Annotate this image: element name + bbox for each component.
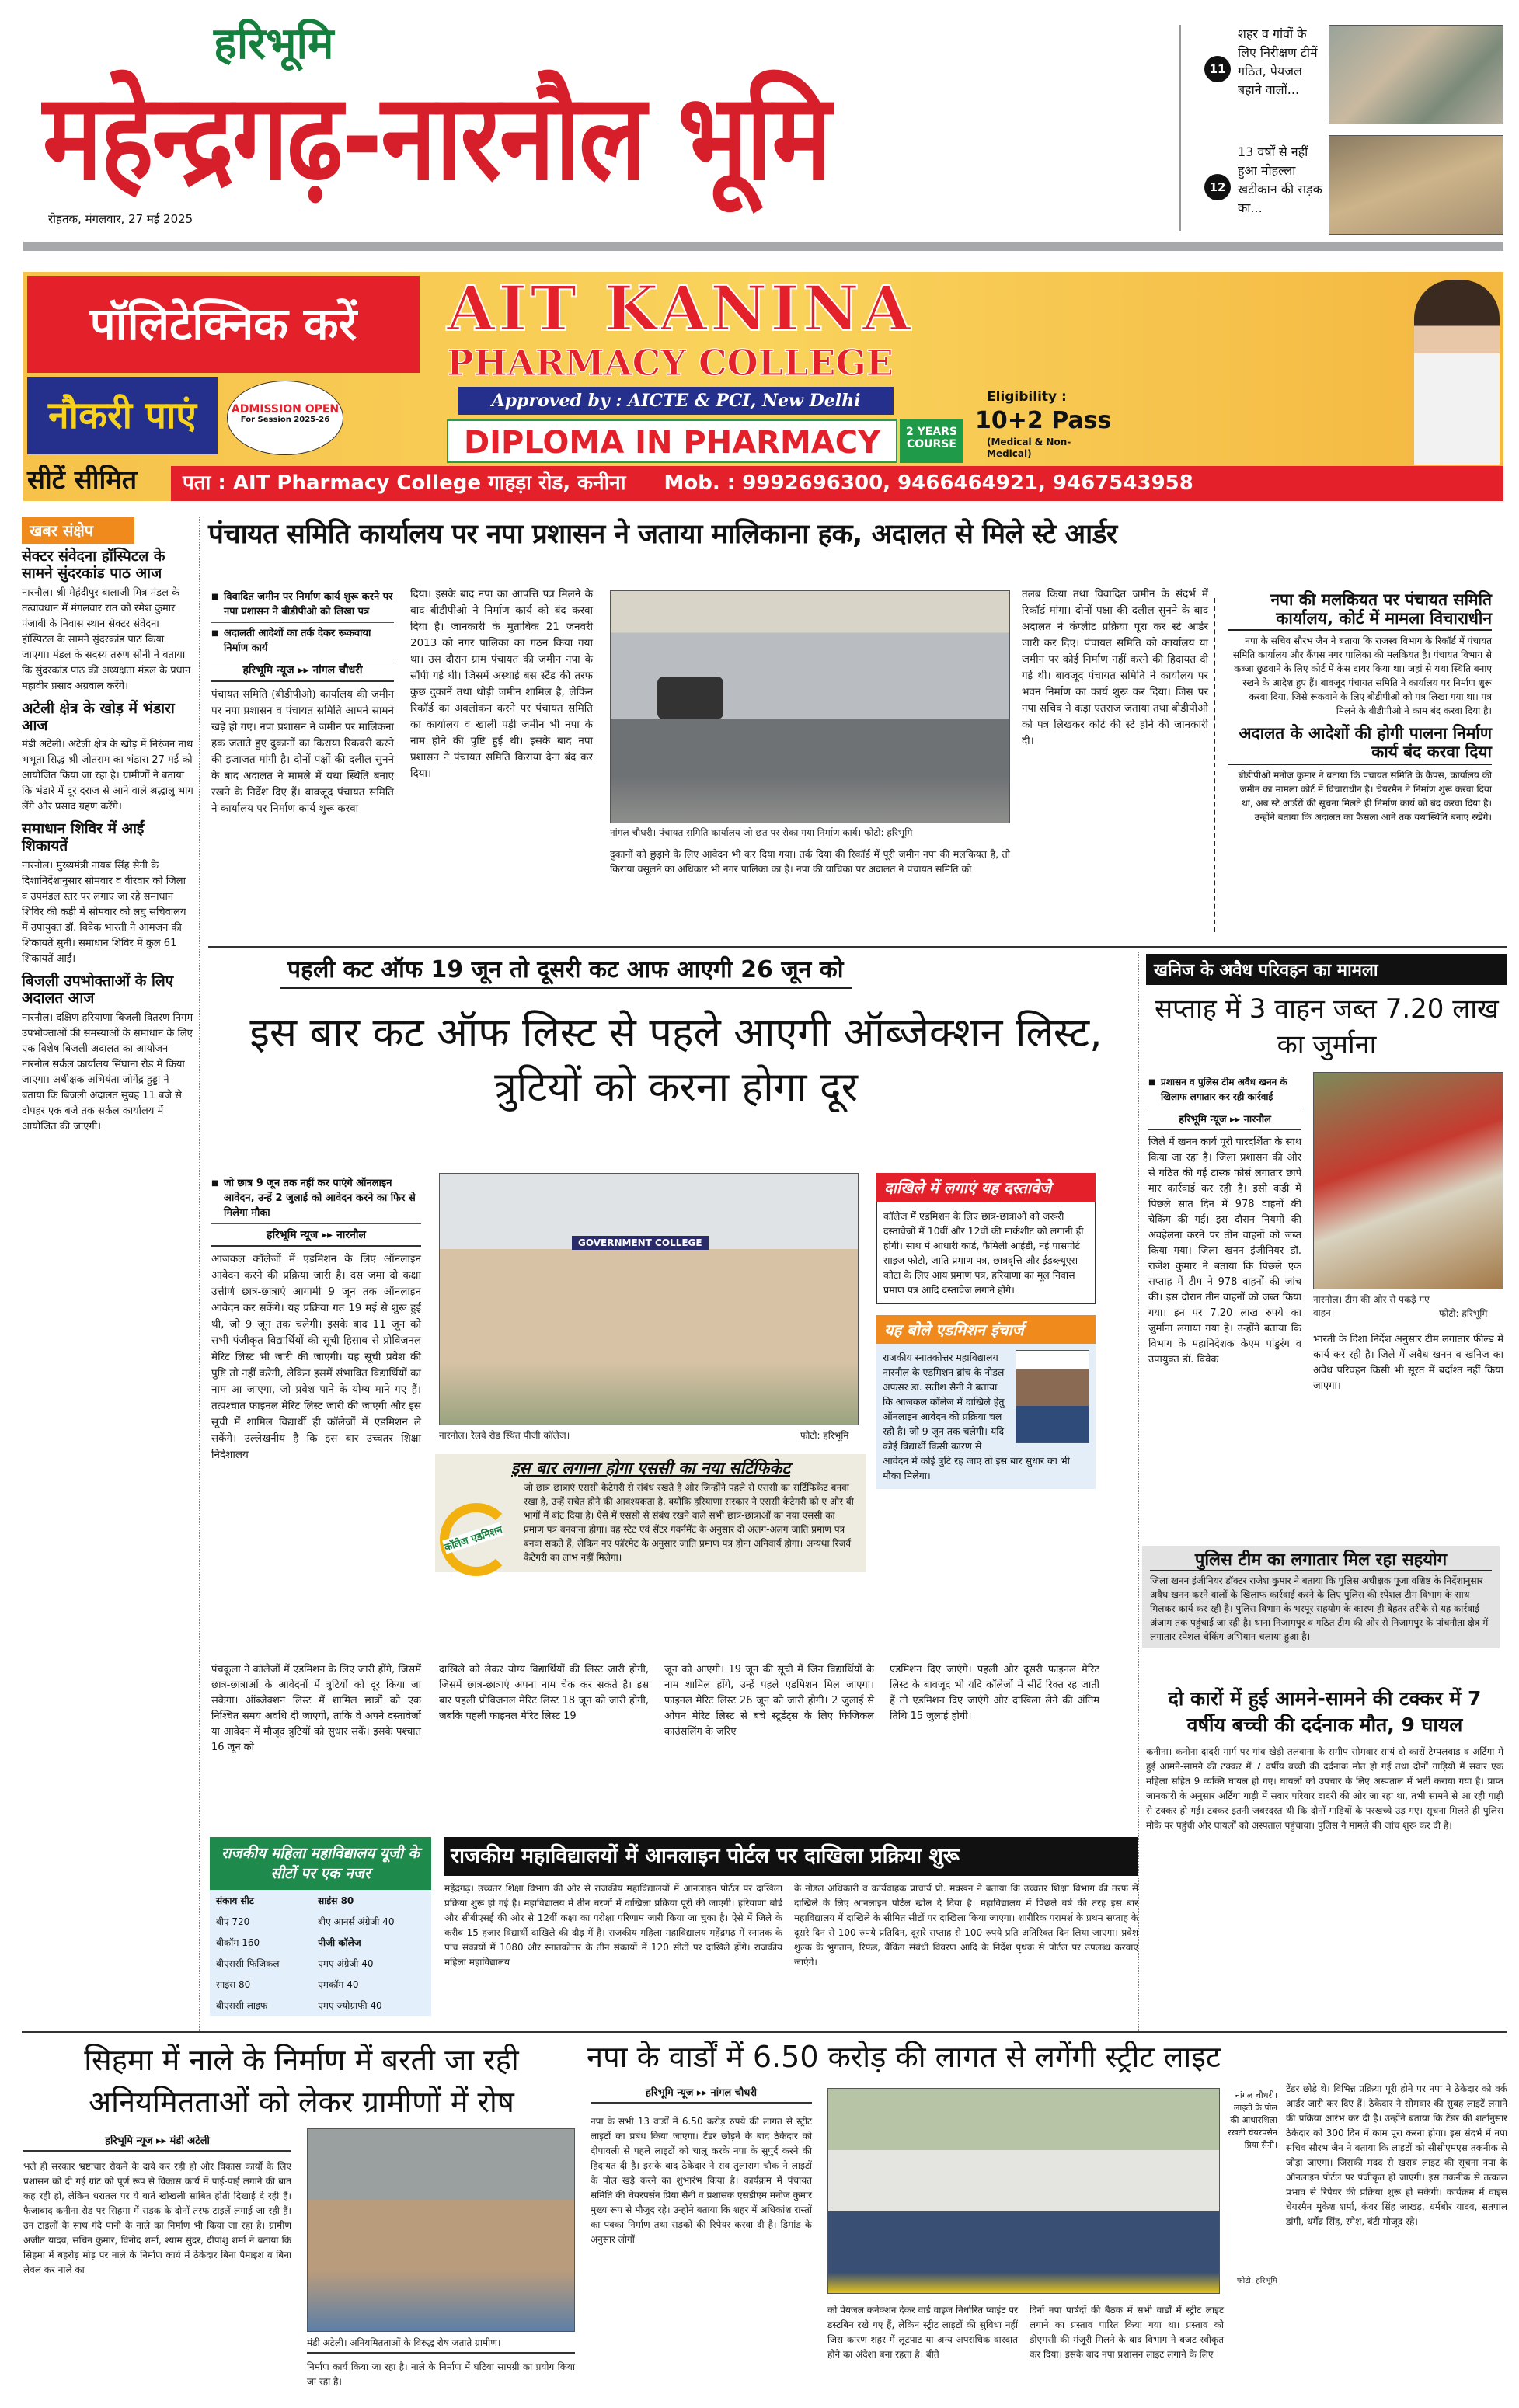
teaser-text: शहर व गांवों के लिए निरीक्षण टीमें गठित, पेयजल बहाने वालों... — [1238, 26, 1318, 97]
mining-left-column — [1148, 1072, 1301, 1368]
box-title: इस बार लगाना होगा एससी का नया सर्टिफिकेट — [511, 1459, 790, 1477]
section-rule — [208, 946, 1507, 948]
college-headline[interactable]: इस बार कट ऑफ लिस्ट से पहले आएगी ऑब्जेक्शन लिस्ट, त्रुटियों को करना होगा दूर — [249, 1010, 1103, 1111]
article-text: आजकल कॉलेजों में एडमिशन के लिए ऑनलाइन आवेदन करने की प्रक्रिया जारी है। दस जमा दो कक्षा उत्तीर्ण छात्र-छात्राएं आगामी 9 जून तक ऑनलाइन आवेदन कर सकेंगे। यह प्रक्रिया गत 19 मई से शुरू हुई थी, जो 9 जून तक चलेगी। इसके बाद 11 जून को सभी पंजीकृत विद्यार्थियों की सूची हिसाब से प्रोविजनल मेरिट लिस्ट भी जारी की जाएगी। यह सूची प्रवेश की पुष्टि तो नहीं करेगी, लेकिन इसमें संभावित विद्यार्थियों का नाम आ जाएगा, जो प्रवेश पाने के योग्य माने गए हैं। तत्पश्चात फाइनल मेरिट लिस्ट जारी की जाएगी और इस सूची में शामिल विद्यार्थी ही कॉलेजों में एडमिशन ले सकेंगे। उल्लेखनीय है कि इस बार उच्चतर शिक्षा निदेशालय — [211, 1253, 421, 1461]
masthead — [0, 0, 1519, 256]
byline: हरिभूमि न्यूज ▸▸ मंडी अटेली — [23, 2130, 291, 2152]
page-number-badge: 12 — [1204, 174, 1231, 200]
article-text: जिले में खनन कार्य पूरी पारदर्शिता के साथ किया जा रहा है। जिला प्रशासन की ओर से गठित की गई टास्क फोर्स लगातार छापे मार कार्रवाई कर रही है। इसी कड़ी में पिछले सात दिन में 978 वाहनों की चेकिंग की गई। इस दौरान नियमों की अवहेलना करने पर तीन वाहनों को जब्त किया गया। जिला खनन इंजीनियर डॉ. राजेश कुमार ने बताया कि पिछले एक सप्ताह में टीम ने 978 वाहनों की जांच की। इस दौरान तीन वाहनों को जब्त किया गया। इन पर 7.20 लाख रुपये का जुर्माना लगाया गया है। उन्होंने बताया कि विभाग के महानिदेशक केएम पांडुरंग व उपायुक्त डॉ. विवेक — [1148, 1136, 1301, 1366]
college-name: AIT KANINA — [447, 272, 914, 345]
college-photo — [439, 1173, 859, 1425]
table-cell: साइंस 80 — [216, 1979, 251, 1990]
divider — [1179, 25, 1181, 231]
article-text: टेंडर छोड़े थे। विभिन्न प्रक्रिया पूरी होने पर नपा ने ठेकेदार को वर्क आर्डर जारी कर दिए हैं। ठेकेदार ने सोमवार की सुबह लाइटें लगाने की प्रक्रिया आरंभ कर दी है। उन्होंने बताया कि टेंडर की शर्तानुसार ठेकेदार को 300 दिन में काम पूरा करना होगा। इस संदर्भ में नपा सचिव सौरभ जैन ने बताया कि लाइटों को सीसीएमएस तकनीक से जोड़ा जाएगा। जिसकी मदद से खराब लाइट की सूचना नपा के ऑनलाइन पोर्टल पर पंजीकृत हो जाएगी। इस तकनीक से तत्काल प्रभाव से रिपेयर की प्रक्रिया शुरू हो सकेगी। कार्यक्रम में वाइस चेयरमैन मुकेश शर्मा, कंवर सिंह जाखड़, धर्मबीर यादव, सतपाल डांगी, धर्मेंद्र सिंह, रमेश, बंटी मौजूद रहे। — [1286, 2083, 1507, 2227]
drain-photo — [307, 2128, 575, 2332]
admission-open: ADMISSION OPEN — [231, 403, 340, 416]
brief-item[interactable] — [22, 701, 194, 816]
photo-caption: नांगल चौधरी। लाइटों के पोल की आधारशिला रखती चेयरपर्सन प्रिया सैनी। — [1228, 2090, 1277, 2150]
ad-address: पता : AIT Pharmacy College गाहड़ा रोड, कनीना — [183, 472, 626, 495]
doctor-image — [1414, 280, 1500, 465]
photo-caption: नांगल चौधरी। पंचायत समिति कार्यालय जो छत पर रोका गया निर्माण कार्य। फोटो: हरिभूमि — [610, 827, 913, 838]
seats-grid — [210, 1890, 431, 2016]
eligibility-value: 10+2 Pass — [975, 407, 1112, 434]
police-box — [1142, 1546, 1500, 1648]
lead-summary — [211, 586, 394, 817]
article-text: भले ही सरकार भ्रष्टाचार रोकने के दावे कर रही हो और विकास कार्यों के लिए प्रशासन को दी गई ग्रांट को पूर्ण रूप से विकास कार्य में पाई-पाई लगाने की बात कह रही हो, लेकिन धरातल पर ये बातें खोखली साबित होती दिखाई दे रही हैं। फैजाबाद कनीना रोड पर सिहमा में सड़क के दोनों तरफ टाइलें लगाई जा रही हैं। उन टाइलों के साथ गंदे पानी के नाले का निर्माण भी किया जा रहा है। ग्रामीण अजीत यादव, सचिन कुमार, विनोद शर्मा, श्याम सुंदर, दीपांशु शर्मा ने बताया कि सिहमा में बहरोड़ मोड़ पर नाले के निर्माण कार्य में ठेकेदार बिना पैमाइश व बिना लेवल कर नाले का — [23, 2161, 291, 2275]
table-cell: संकाय सीट — [216, 1895, 254, 1906]
table-row — [210, 1890, 431, 1911]
box-text: कॉलेज में एडमिशन के लिए छात्र-छात्राओं को जरूरी दस्तावेजों में 10वीं और 12वीं की मार्कशीट को लगानी ही होगी। साथ में आधारी कार्ड, फैमिली आईडी, नई पासपोर्ट साइज फोटो, जाति प्रमाण पत्र, छात्रवृत्ति और ईडब्ल्यूएस कोटा के लिए आय प्रमाण पत्र, हरियाणा का मूल निवास प्रमाण पत्र आदि दस्तावेज लगाने होंगे। — [876, 1202, 1096, 1304]
advertisement[interactable] — [23, 272, 1503, 501]
sidebar-title: अदालत के आदेशों की होगी पालना निर्माण कार्य बंद करवा दिया — [1228, 724, 1492, 764]
dateline: रोहतक, मंगलवार, 27 मई 2025 — [48, 212, 193, 226]
course-duration: 2 YEARS COURSE — [900, 419, 963, 463]
stamp-text: कॉलेज एडमिशन — [442, 1522, 503, 1554]
topic-tag: खनिज के अवैध परिवहन का मामला — [1146, 954, 1507, 985]
ad-phone[interactable]: Mob. : 9992696300, 9466464921, 9467543958 — [664, 472, 1193, 495]
lead-photo — [610, 590, 1010, 823]
photo-caption: नारनौल। रेलवे रोड स्थित पीजी कॉलेज। — [439, 1430, 570, 1441]
ad-contact-bar — [171, 466, 1503, 501]
college-subtitle: PHARMACY COLLEGE — [447, 342, 894, 384]
table-row — [210, 1911, 431, 1932]
byline: हरिभूमि न्यूज ▸▸ नारनौल — [211, 1224, 421, 1247]
seats-limited: सीटें सीमित — [27, 465, 138, 496]
brief-item[interactable] — [22, 548, 194, 694]
article-text: पंचकूला ने कॉलेजों में एडमिशन के लिए जारी होंगे, जिसमें छात्र-छात्राओं के आवेदनों में त्रुटियों को दूर किया जा सकेगा। ऑब्जेक्शन लिस्ट में शामिल छात्रों को एक निश्चित समय अवधि दी जाएगी, ताकि वे अपने दस्तावेजों या आवेदन में मौजूद त्रुटियों को सुधार सकें। इसके पश्चात 16 जून को — [211, 1664, 421, 1753]
brief-title: समाधान शिविर में आईं शिकायतें — [22, 820, 145, 855]
brief-body: नारनौल। दक्षिण हरियाणा बिजली वितरण निगम उपभोक्ताओं की समस्याओं के समाधान के लिए एक विशेष बिजली अदालत का आयोजन नारनौल सर्कल कार्यालय सिंघाना रोड में किया जाएगा। अधीक्षक अभियंता जोगेंद्र हुड्डा ने बताया कि बिजली अदालत सुबह 11 बजे से दोपहर एक बजे तक सर्कल कार्यालय में आयोजित की जाएगी। — [22, 1011, 193, 1133]
page-number-badge: 11 — [1204, 56, 1231, 82]
table-row — [210, 1932, 431, 1953]
summary-bullet: ■ जो छात्र 9 जून तक नहीं कर पाएंगे ऑनलाइन आवेदन, उन्हें 2 जुलाई को आवेदन करने का फिर से मिलेगा मौका — [211, 1173, 421, 1224]
article-text: दिया। इसके बाद नपा का आपत्ति पत्र मिलने के बाद बीडीपीओ ने निर्माण कार्य को बंद करवा दिया है। जानकारी के मुताबिक 21 जनवरी 2013 को नगर पालिका का गठन किया गया था। उस दौरान ग्राम पंचायत की जमीन नपा के सौंपी गई थी। जिसमें अस्थाई बस स्टैंड की तरफ कुछ दुकानें तथा थोड़ी जमीन शामिल है, लेकिन रिकॉर्ड का अवलोकन करने पर पंचायत समिति का कार्यालय व खाली पड़ी जमीन भी नपा के नाम होने की पुष्टि हुई थी। इसके बाद नपा प्रशासन ने पंचायत समिति किराया देना बंद कर दिया। — [410, 588, 593, 780]
drain-headline[interactable]: सिहमा में नाले के निर्माण में बरती जा रही अनियमितताओं को लेकर ग्रामीणों में रोष — [84, 2043, 519, 2119]
article-text: नपा के सभी 13 वार्डों में 6.50 करोड़ रुपये की लागत से स्ट्रीट लाइटों का प्रबंध किया जाएगा। टेंडर छोड़ने के बाद ठेकेदार को दीपावली से पहले लाइटों को चालू करके नपा के सुपुर्द करने की हिदायत दी है। इसके बाद ठेकेदार ने राव तुलाराम चौक ने लाइटों के पोल खड़े करने का शुभारंभ किया है। कार्यक्रम में पंचायत समिति की चेयरपर्सन प्रिया सैनी व प्रशासक एसडीएम मनोज कुमार मुख्य रूप से मौजूद रहे। उन्होंने बताया कि शहर में अधिकांश रास्तों का पक्का निर्माण तथा सड़कों की रिपेयर करवा दी है। डिमांड के अनुसार लोगों — [591, 2116, 812, 2245]
college-signboard: GOVERNMENT COLLEGE — [572, 1236, 709, 1250]
ad-job-text: नौकरी पाएं — [27, 377, 218, 454]
teaser[interactable] — [1193, 25, 1503, 124]
sidebar-text: नपा के सचिव सौरभ जैन ने बताया कि राजस्व विभाग के रिकॉर्ड में पंचायत समिति कार्यालय और कैंपस नगर पालिका की मलकियत है। पंचायत विभाग से कब्जा छुड़वाने के लिए कोर्ट में केस दायर किया था। जहां से यथा स्थिति बनाए रखने के आदेश हुए हैं। बावजूद पंचायत समिति ने कार्यालय पर निर्माण शुरू करवा दिया, जिसे रूकवाने के लिए बीडीपीओ को पत्र लिखा गया था। पत्र मिलने के बीडीपीओ ने काम बंद करवा दिया है। — [1232, 635, 1492, 717]
table-cell: एमए अंग्रेजी 40 — [318, 1958, 374, 1969]
ad-polytechnic-text: पॉलिटेक्निक करें — [27, 276, 420, 373]
box-text: जिला खनन इंजीनियर डॉक्टर राजेश कुमार ने बताया कि पुलिस अधीक्षक पूजा वशिष्ठ के निर्देशानुसार अवैध खनन करने वालों के खिलाफ कार्रवाई करने के लिए पुलिस की स्पेशल टीम विभाग के साथ मिलकर कार्य कर रही है। पुलिस विभाग के भरपूर सहयोग के कारण ही बेहतर तरीके से यह कार्रवाई अंजाम तक पहुंचाई जा रही है। थाना निजामपुर व गठित टीम की ओर से निजामपुर के पांचनौता क्षेत्र में लगातार स्पेशल चेकिंग अभियान चलाया हुआ है। — [1150, 1575, 1489, 1643]
table-cell: बीए 720 — [216, 1916, 250, 1927]
brand-logo: हरिभूमि — [214, 19, 334, 69]
photo-credit: फोटो: हरिभूमि — [800, 1430, 849, 1441]
brief-item[interactable] — [22, 973, 194, 1135]
news-brief-column — [22, 517, 194, 1135]
summary-bullet: ■ प्रशासन व पुलिस टीम अवैध खनन के खिलाफ लगातार कर रही कार्रवाई — [1148, 1072, 1301, 1108]
arrow-divider — [1214, 598, 1215, 932]
table-title: राजकीय महिला महाविद्यालय यूजी के सीटों पर एक नजर — [210, 1837, 431, 1890]
kicker-headline: पहली कट ऑफ 19 जून तो दूसरी कट आफ आएगी 26 जून को — [280, 957, 852, 989]
session-text: For Session 2025-26 — [240, 416, 330, 424]
article-text: निर्माण कार्य किया जा रहा है। नाले के निर्माण में घटिया सामग्री का प्रयोग किया जा रहा है। — [307, 2361, 575, 2387]
eligibility-note: (Medical & Non-Medical) — [987, 437, 1071, 459]
article-text: पंचायत समिति (बीडीपीओ) कार्यालय की जमीन पर नपा प्रशासन व पंचायत समिति आमने सामने खड़े हो गए। नपा प्रशासन ने जमीन पर मालिकना हक जताते हुए दुकानों का किराया रिकवरी करने की इजाजत मांगी है। दोनों पक्षों की दलील सुनने के बाद अदालत ने मामले में यथा स्थिति बनाए रखने के निर्देश दिए हैं। बावजूद पंचायत समिति ने कार्यालय पर निर्माण कार्य शुरू करवा — [211, 688, 394, 815]
box-text: जो छात्र-छात्राएं एससी कैटेगरी से संबंध रखते है और जिन्होंने पहले से एससी का सर्टिफिकेट बनवा रखा है, उन्हें सचेत होने की आवश्यकता है, क्योंकि हरियाणा सरकार ने एससी कैटेगरी को ए और बी भागों में बांट दिया है। ऐसे में एससी से संबंध रखने वाले सभी छात्र-छात्राओं का नया एससी का प्रमाण पत्र बनवाना होगा। वह स्टेट एवं सेंटर गवर्नमेंट के अनुसार दो अलग-अलग जाति प्रमाण पत्र बनवा सकते हैं, लेकिन नए फॉरमेट के अनुसार जाति प्रमाण पत्र होना अनिवार्य होगा। अन्यथा रिजर्व कैटेगरी का लाभ नहीं मिलेगा। — [524, 1482, 854, 1564]
mining-headline[interactable]: सप्ताह में 3 वाहन जब्त 7.20 लाख का जुर्माना — [1155, 993, 1499, 1060]
brief-item[interactable] — [22, 821, 194, 967]
table-cell: बीकॉम 160 — [216, 1937, 260, 1948]
sidebar-text: बीडीपीओ मनोज कुमार ने बताया कि पंचायत समिति के कैंपस, कार्यालय की जमीन का मामला कोर्ट में विचाराधीन है। चेयरमैन ने निर्माण शुरू करवा दिया था, अब स्टे आर्डरों की सूचना मिलते ही निर्माण कार्य को बंद करवा दिया है। उन्होंने बताया कि अदालत का फैसला आने तक यथास्थिति बनाए रखेंगे। — [1238, 769, 1492, 823]
approval-text: Approved by : AICTE & PCI, New Delhi — [458, 387, 894, 415]
section-rule — [22, 2031, 1507, 2033]
brief-title: बिजली उपभोक्ताओं के लिए अदालत आज — [22, 973, 174, 1007]
article-text: दिनों नपा पार्षदों की बैठक में सभी वार्डों में स्ट्रीट लाइट लगाने का प्रस्ताव पारित किया गया था। प्रस्ताव को डीएमसी की मंजूरी मिलने के बाद विभाग ने बजट स्वीकृत कर दिया। इसके बाद नपा प्रशासन लाइट लगाने के लिए — [1030, 2305, 1224, 2360]
table-cell: बीए आनर्स अंग्रेजी 40 — [318, 1916, 395, 1927]
car-shape — [657, 677, 723, 719]
brief-title: अटेली क्षेत्र के खोड़ में भंडारा आज — [22, 699, 175, 734]
box-text: राजकीय स्नातकोत्तर महाविद्यालय नारनौल के एडमिशन ब्रांच के नोडल अफसर डा. सतीश सैनी ने बताया कि आजकल कॉलेज में दाखिले हेतु ऑनलाइन आवेदन की प्रक्रिया चल रही है। जो 9 जून तक चलेगी। यदि कोई विद्यार्थी किसी कारण से आवेदन में कोई त्रुटि रह जाए तो इस बार सुधार का भी मौका मिलेगा। — [883, 1352, 1070, 1481]
table-cell: एमए ज्योग्राफी 40 — [318, 2000, 382, 2011]
table-cell: बीएससी लाइफ — [216, 2000, 268, 2011]
byline: हरिभूमि न्यूज ▸▸ नारनौल — [1148, 1108, 1301, 1130]
article-text: के नोडल अधिकारी व कार्यवाहक प्राचार्य प्रो. मक्खन ने बताया कि उच्चतर शिक्षा विभाग की तरफ से दाखिले के लिए आनलाइन पोर्टल खोल दे दिया है। महाविद्यालय में पिछले वर्ष की तरह इस बार महाविद्यालय में दाखिले के सीमित सीटों पर दाखिला किया जाएगा। शारीरिक परामर्श के प्रथम सप्ताह के दूसरे दिन से 100 रुपये प्रतिदिन, दूसरे सप्ताह से 100 रुपये प्रति अतिरिक्त दिन लिया जाएगा। प्रवेश शुल्क के भुगतान, रिफंड, बैंकिंग संबंधी विवरण आदि के निर्देश पृथक से पोर्टल पर उपलब्ध करवाए जाएंगे। — [794, 1883, 1138, 1968]
incharge-photo — [1016, 1350, 1089, 1443]
photo-caption: मंडी अटेली। अनियमितताओं के विरुद्ध रोष जताते ग्रामीण। — [307, 2337, 575, 2354]
mining-photo — [1313, 1072, 1503, 1289]
column-divider — [1138, 952, 1139, 2031]
byline: हरिभूमि न्यूज ▸▸ नांगल चौधरी — [591, 2082, 812, 2104]
teaser-photo — [1329, 25, 1503, 124]
article-text: तलब किया तथा विवादित जमीन के संदर्भ में रिकॉर्ड मांगा। दोनों पक्षा की दलील सुनने के बाद अदालत ने कंप्लीट प्रक्रिया पूरा कर स्टे आर्डर जारी कर दिए। पंचायत समिति को कार्यालय या जमीन पर कोई निर्माण नहीं करने की हिदायत दी गई थी। बावजूद पंचायत समिति ने कार्यालय पर भवन निर्माण का कार्य शुरू कर दिया। जिस पर नपा सचिव ने कड़ा एतराज जताया तथा बीडीपीओ को पत्र लिखकर कोर्ट की स्टे होने की जानकारी दी। — [1022, 588, 1208, 747]
box-title: पुलिस टीम का लगातार मिल रहा सहयोग — [1150, 1550, 1492, 1571]
photo-credit: फोटो: हरिभूमि — [1439, 1308, 1488, 1319]
table-row — [210, 1974, 431, 1995]
portal-headline[interactable]: राजकीय महाविद्यालयों में आनलाइन पोर्टल पर दाखिला प्रक्रिया शुरू — [444, 1837, 1138, 1876]
college-admission-stamp — [440, 1503, 513, 1576]
box-title: दाखिले में लगाएं यह दस्तावेजे — [876, 1173, 1096, 1202]
section-label: खबर संक्षेप — [22, 517, 134, 544]
accident-headline[interactable]: दो कारों में हुई आमने-सामने की टक्कर में 7 वर्षीय बच्ची की दर्दनाक मौत, 9 घायल — [1168, 1687, 1482, 1736]
brief-body: नारनौल। मुख्यमंत्री नायब सिंह सैनी के दिशानिर्देशानुसार सोमवार व वीरवार को जिला व उपमंडल स्तर पर लगाए जा रहे समाधान शिविर की कड़ी में सोमवार को लघु सचिवालय में उपायुक्त डॉ. विवेक भारती ने आमजन की शिकायतें सुनी। समाधान शिविर में कुल 61 शिकायतें आईं। — [22, 860, 186, 966]
article-text: दुकानों को छुड़ाने के लिए आवेदन भी कर दिया गया। तर्क दिया की रिकॉर्ड में पूरी जमीन नपा की मलकियत है, तो किराया वसूलने का अधिकार भी नगर पालिका का है। नपा की याचिका पर अदालत ने पंचायत समिति को — [610, 848, 1010, 875]
summary-bullet: ■ विवादित जमीन पर निर्माण कार्य शुरू करने पर नपा प्रशासन ने बीडीपीओ को लिखा पत्र — [211, 586, 394, 623]
summary-bullet: ■ अदालती आदेशों का तर्क देकर रूकवाया निर्माण कार्य — [211, 623, 394, 659]
byline: हरिभूमि न्यूज ▸▸ नांगल चौधरी — [211, 659, 394, 682]
brief-body: मंडी अटेली। अटेली क्षेत्र के खोड़ में निरंजन नाथ भभूता सिद्ध श्री जोतराम का भंडारा 27 मई को आयोजित किया जा रहा है। ग्रामीणों ने बताया कि भंडारे में दूर दराज से आने वाले श्रद्धालु भाग लेंगे और प्रसाद ग्रहण करेंगे। — [22, 739, 193, 813]
diploma-text: DIPLOMA IN PHARMACY — [447, 419, 897, 463]
eligibility-label: Eligibility : — [987, 389, 1067, 405]
photo-credit: फोटो: हरिभूमि — [1236, 2277, 1277, 2285]
article-text: कनीना। कनीना-दादरी मार्ग पर गांव खेड़ी तलवाना के समीप सोमवार सायं दो कारों टेम्पलवाड व अर्टिगा में हुई आमने-सामने की टक्कर में 7 वर्षीय बच्ची की दर्दनाक मौत हो गई तथा दोनों गाड़ियों में सवार एक महिला सहित 9 व्यक्ति घायल हो गए। घायलों को उपचार के लिए अस्पताल में भर्ती कराया गया है। प्राप्त जानकारी के अनुसार अर्टिगा गाड़ी में सवार परिवार दादरी की ओर जा रहा था, तभी सामने से आ रही गाड़ी से टक्कर हो गई। टक्कर इतनी जबरदस्त थी कि दोनों गाड़ियों के परखच्चे उड़ गए। सूचना मिलते ही पुलिस मौके पर पहुंची और घायलों को अस्पताल पहुंचाया। पुलिस ने मामले की जांच शुरू कर दी है। — [1146, 1746, 1503, 1831]
college-left-column — [211, 1173, 421, 1463]
article-text: को पेयजल कनेक्शन देकर वार्ड वाइज निर्धारित प्वाइंट पर डस्टबिन रखे गए हैं, लेकिन स्ट्रीट लाइटों की सुविधा नहीं जिस कारण शहर में लूटपाट या अन्य अपराधिक वारदात होने का अंदेशा बना रहता है। बीते — [827, 2305, 1018, 2360]
brief-title: सेक्टर संवेदना हॉस्पिटल के सामने सुंदरकांड पाठ आज — [22, 548, 165, 582]
masthead-title: महेन्द्रगढ़-नारनौल भूमि — [43, 68, 831, 207]
table-row — [210, 1953, 431, 1974]
column-divider — [199, 517, 200, 2031]
article-text: भारती के दिशा निर्देश अनुसार टीम लगातार फील्ड में कार्य कर रही है। जिले में अवैध खनन व खनिज का अवैध परिवहन किसी भी सूरत में बर्दाश्त नहीं किया जाएगा। — [1313, 1334, 1503, 1392]
lead-headline[interactable]: पंचायत समिति कार्यालय पर नपा प्रशासन ने जताया मालिकाना हक, अदालत से मिले स्टे आर्डर — [208, 519, 1117, 550]
photo-caption: नारनौल। टीम की ओर से पकड़े गए वाहन। — [1313, 1294, 1430, 1318]
article-text: जून को आएगी। 19 जून की सूची में जिन विद्यार्थियों के नाम शामिल होंगे, उन्हें पहले एडमिशन मिल जाएगा। फाइनल मेरिट लिस्ट 26 जून को जारी होगी। 2 जुलाई से ओपन मेरिट लिस्ट से बचे स्टूडेंट्स के लिए फिजिकल काउंसलिंग के जरिए — [664, 1664, 874, 1738]
teaser-photo — [1329, 135, 1503, 235]
article-text: दाखिले को लेकर योग्य विद्यार्थियों की लिस्ट जारी होगी, जिसमें छात्र-छात्राएं अपना नाम चेक कर सकते है। इस बार पहली प्रोविजनल मेरिट लिस्ट 18 जून को जारी होगी, जबकि पहली फाइनल मेरिट लिस्ट 19 — [439, 1664, 649, 1722]
incharge-box — [876, 1344, 1096, 1489]
box-title: यह बोले एडमिशन इंचार्ज — [876, 1315, 1096, 1344]
documents-box — [876, 1173, 1096, 1489]
teaser[interactable] — [1193, 135, 1503, 235]
table-cell: पीजी कॉलेज — [318, 1937, 361, 1948]
article-text: एडमिशन दिए जाएंगे। पहली और दूसरी फाइनल मेरिट लिस्ट के बावजूद भी यदि कॉलेजों में सीटें रिक्त रह जाती हैं तो एडमिशन दिए जाएंगे और दाखिला लेने की अंतिम तिथि 15 जुलाई होगी। — [890, 1664, 1099, 1722]
admission-badge — [227, 381, 343, 455]
brief-body: नारनौल। श्री मेहंदीपुर बालाजी मित्र मंडल के तत्वावधान में मंगलवार रात को रमेश कुमार पंजाबी के निवास स्थान सेक्टर संवेदना हॉस्पिटल के सामने सुंदरकांड पाठ किया जाएगा। मंडल के सदस्य तरुण सोनी ने बताया कि सुंदरकांड पाठ की अध्यक्षता मंडल के प्रधान महावीर प्रसाद अग्रवाल करेंगे। — [22, 586, 191, 692]
sidebar-title: नपा की मलकियत पर पंचायत समिति कार्यालय, कोर्ट में मामला विचाराधीन — [1228, 590, 1492, 631]
streetlight-headline[interactable]: नपा के वार्डों में 6.50 करोड़ की लागत से लगेंगी स्ट्रीट लाइट — [587, 2040, 1221, 2074]
seats-table — [210, 1837, 431, 2016]
lead-sidebar — [1228, 590, 1492, 824]
streetlight-photo — [827, 2088, 1220, 2294]
table-cell: साइंस 80 — [318, 1895, 354, 1906]
article-text: महेंद्रगढ़। उच्चतर शिक्षा विभाग की ओर से राजकीय महाविद्यालयों में आनलाइन पोर्टल पर दाखिला प्रक्रिया शुरू हो गई है। महाविद्यालय में तीन चरणों में दाखिला प्रक्रिया पूरी की जाएगी। हरियाणा बोर्ड और सीबीएसई की ओर से 12वीं कक्षा का परीक्षा परिणाम जारी किया जा चुका है। ऐसे में जिले के करीब 15 हजार विद्यार्थी दाखिले की दौड़ में हैं। राजकीय महिला महाविद्यालय महेंद्रगढ़ में स्नातक के पांच संकायों में 1080 और स्नातकोत्तर के तीन संकायों में 120 सीटों पर दाखिले होंगे। राजकीय महिला महाविद्यालय — [444, 1883, 782, 1968]
header-rule — [23, 242, 1503, 251]
table-cell: एमकॉम 40 — [318, 1979, 359, 1990]
table-cell: बीएससी फिजिकल — [216, 1958, 280, 1969]
table-row — [210, 1995, 431, 2016]
teaser-text: 13 वर्षों से नहीं हुआ मोहल्ला खटीकान की सड़क का... — [1238, 144, 1322, 215]
